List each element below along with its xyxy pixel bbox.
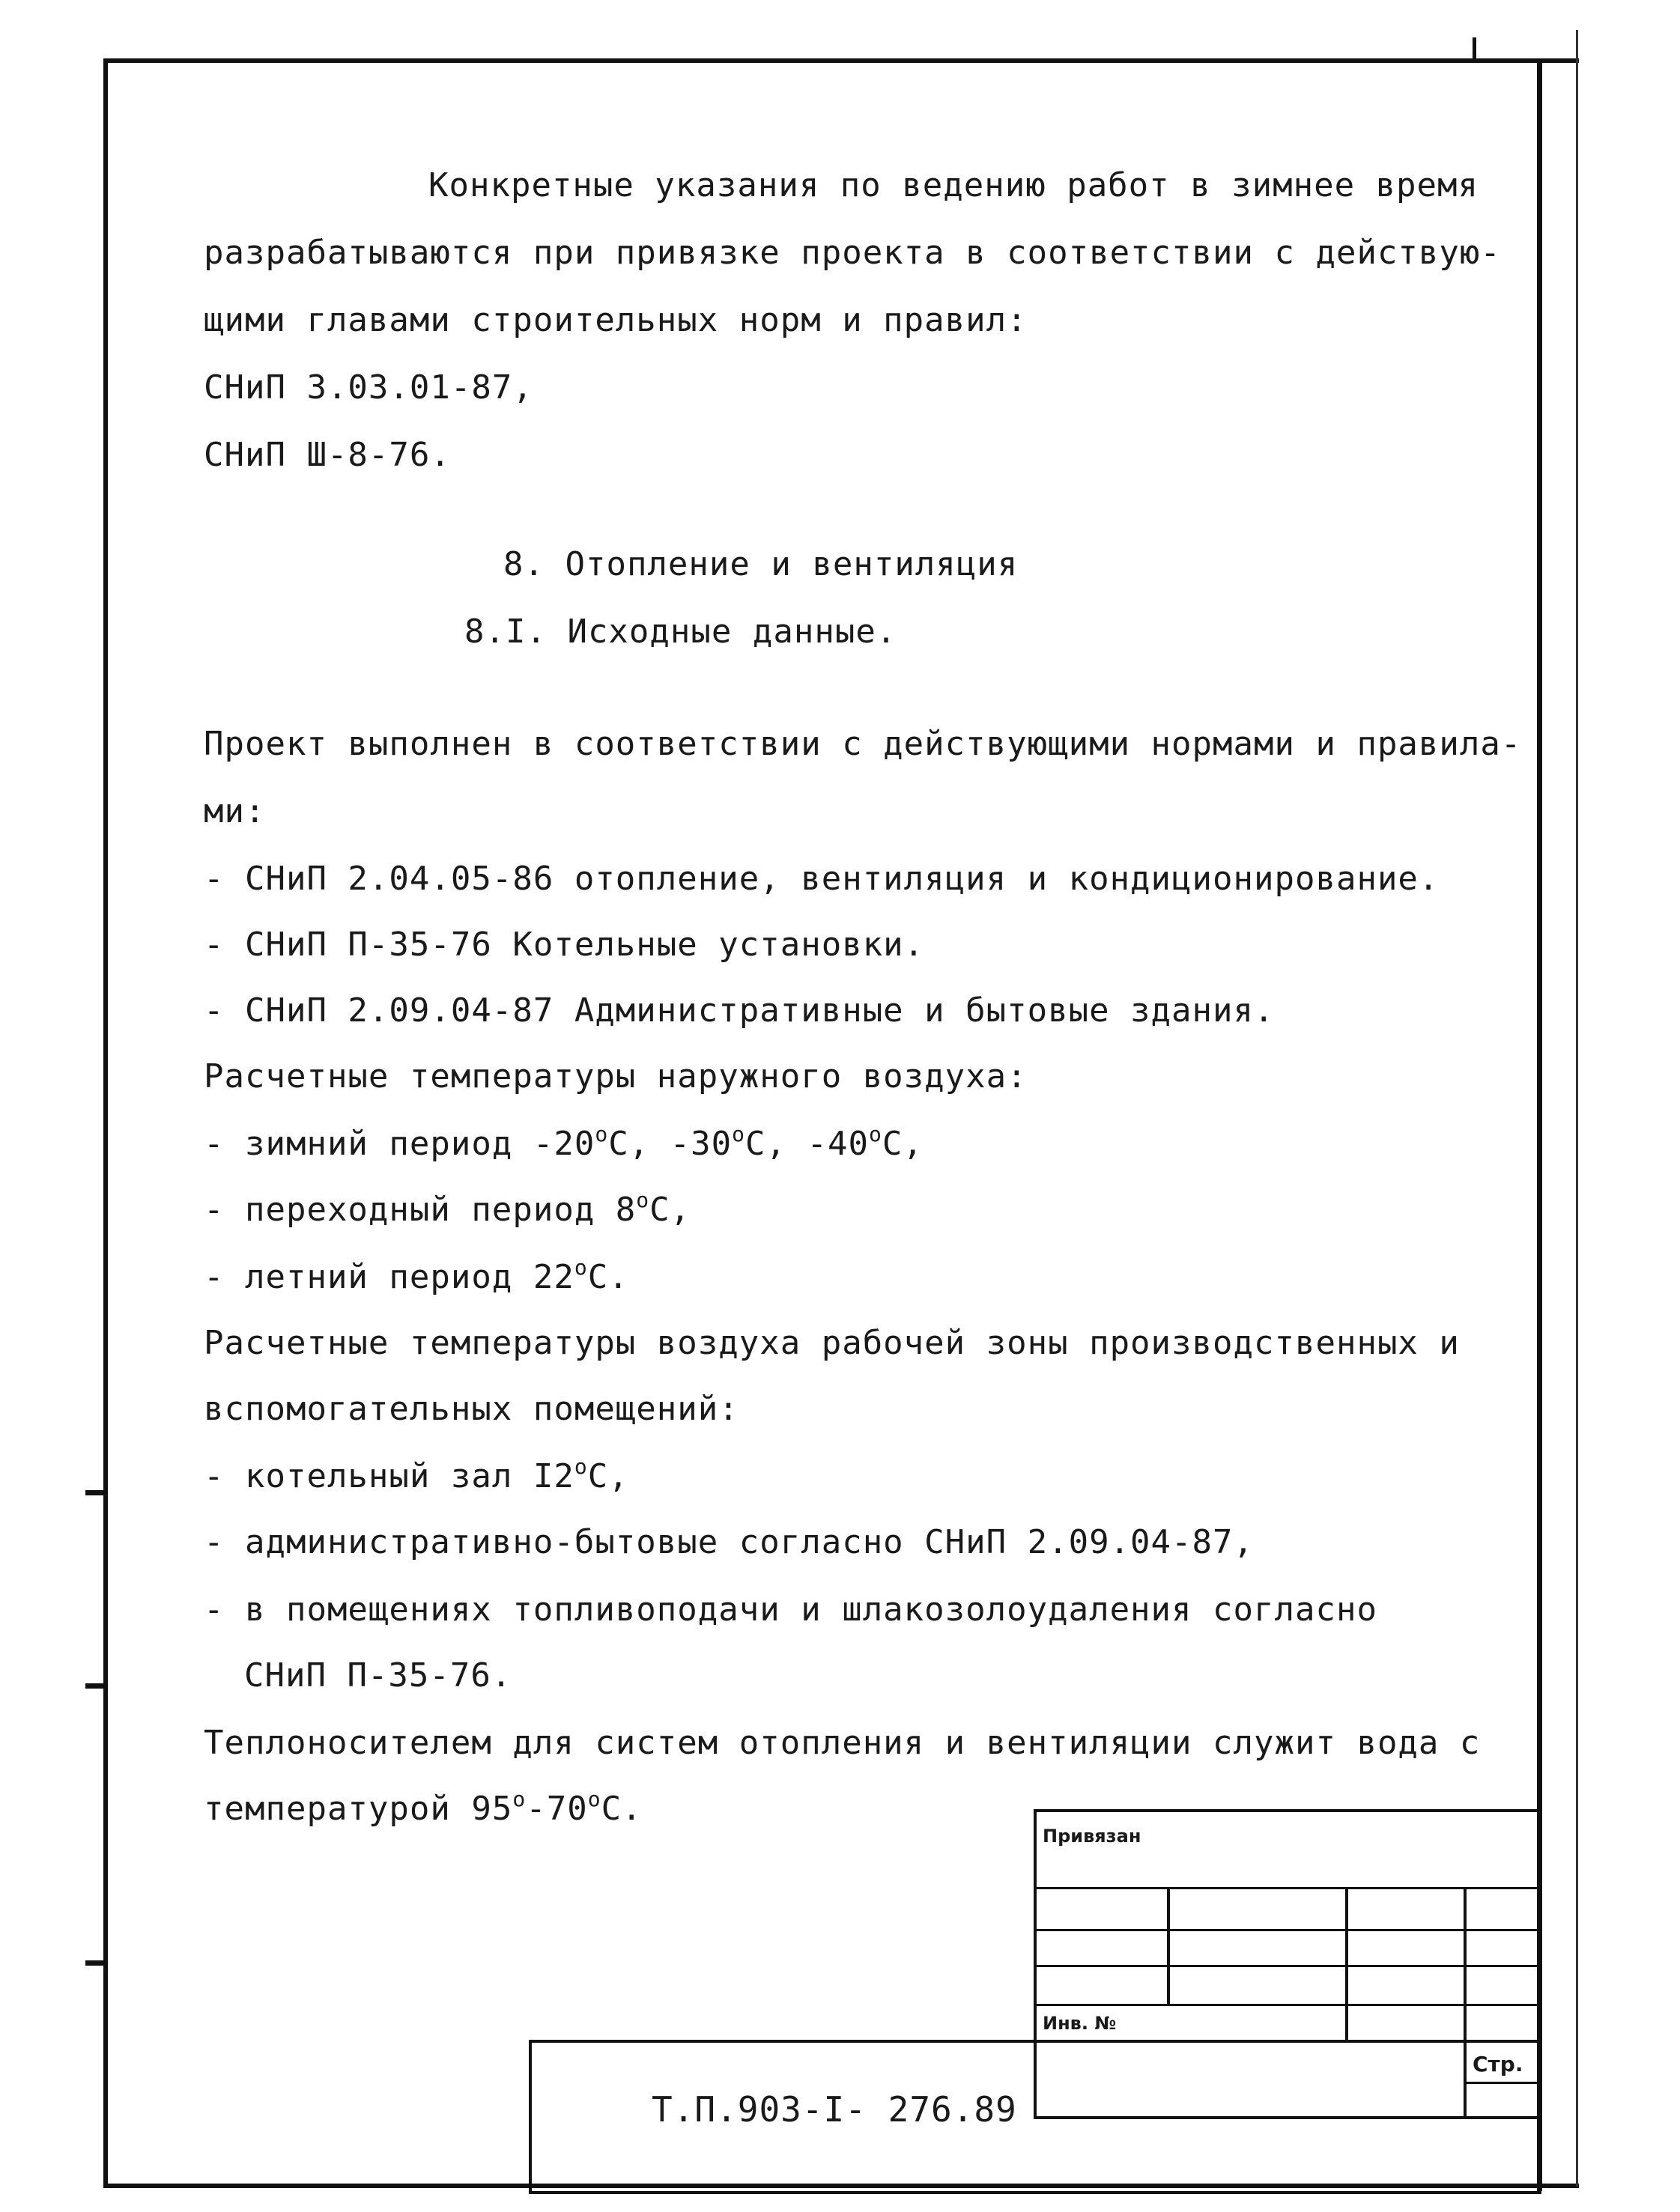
document-code: Т.П.903-I- 276.89: [652, 2089, 1017, 2130]
list-item: - СНиП П-35-76 Котельные установки.: [204, 926, 925, 964]
list-item-continuation: СНиП П-35-76.: [244, 1656, 512, 1695]
paragraph-line: Конкретные указания по ведению работ в зимнее время: [428, 166, 1479, 204]
paragraph-line: температурой 95$^o$-70$^o$С.: [204, 1787, 643, 1828]
paragraph-line: Расчетные температуры воздуха рабочей зоны производственных и: [204, 1324, 1460, 1362]
paragraph-line: Расчетные температуры наружного воздуха:: [204, 1057, 1028, 1096]
section-heading: 8. Отопление и вентиляция: [503, 545, 1019, 583]
paragraph-line: разрабатываются при привязке проекта в соответствии с действую-: [204, 234, 1501, 272]
margin-mark: [85, 1683, 105, 1689]
paragraph-line: Теплоносителем для систем отопления и вентиляции служит вода с: [204, 1724, 1481, 1762]
list-item: - в помещениях топливоподачи и шлакозолоудаления согласно: [204, 1590, 1377, 1629]
subsection-heading: 8.I. Исходные данные.: [464, 613, 897, 651]
page-label: Стр.: [1473, 2052, 1523, 2076]
paragraph-line: СНиП 3.03.01-87,: [204, 368, 533, 407]
margin-mark: [85, 1490, 105, 1495]
stamp-column-line: [1345, 1887, 1348, 2041]
list-item: - административно-бытовые согласно СНиП 2.09.04-87,: [204, 1523, 1255, 1561]
paragraph-line: ми:: [204, 792, 266, 830]
list-item: - СНиП 2.09.04-87 Административные и бытовые здания.: [204, 991, 1275, 1030]
page-edge-line: [1576, 30, 1578, 2187]
stamp-column-line: [1167, 1887, 1170, 2004]
list-item: - летний период 22$^o$С.: [204, 1255, 629, 1296]
list-item: - котельный зал I2$^o$С,: [204, 1454, 629, 1495]
list-item: - СНиП 2.04.05-86 отопление, вентиляция и кондиционирование.: [204, 860, 1440, 898]
paragraph-line: вспомогательных помещений:: [204, 1390, 739, 1428]
bound-label: Привязан: [1043, 1826, 1141, 1847]
list-item: - зимний период -20$^o$С, -30$^o$С, -40$^o$С,: [204, 1122, 924, 1163]
margin-mark: [85, 1960, 105, 1966]
list-item: - переходный период 8$^o$С,: [204, 1188, 691, 1229]
paragraph-line: щими главами строительных норм и правил:: [204, 301, 1028, 339]
frame-top-tick: [1473, 37, 1476, 61]
paragraph-line: Проект выполнен в соответствии с действующими нормами и правила-: [204, 725, 1522, 763]
inventory-number-label: Инв. №: [1043, 2013, 1117, 2034]
page-cell-divider: [1464, 2082, 1541, 2084]
paragraph-line: СНиП Ш-8-76.: [204, 436, 451, 474]
